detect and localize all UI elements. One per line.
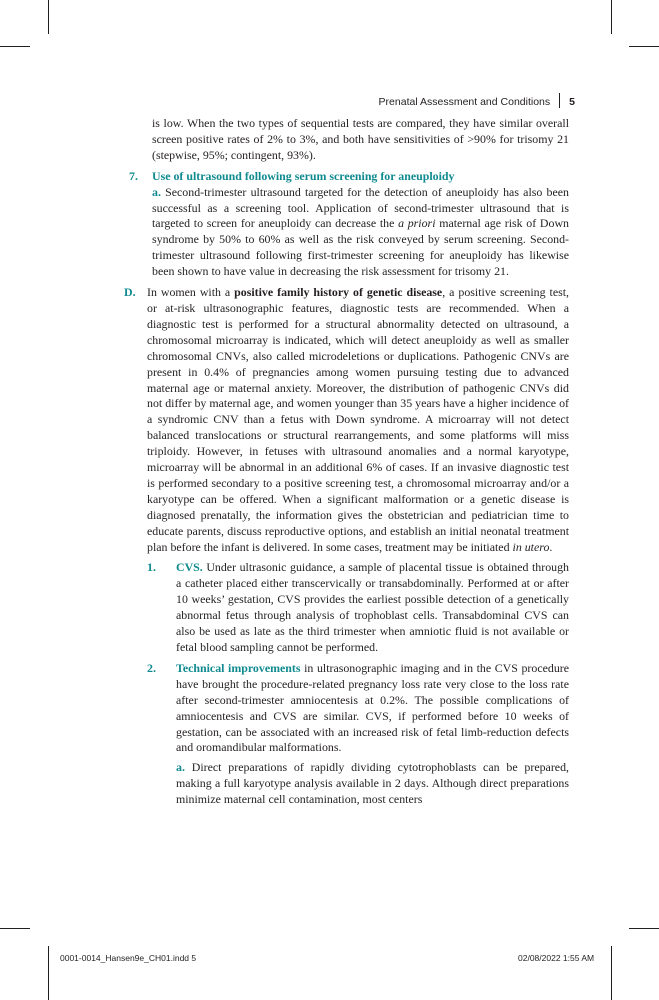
item-7-a-label: a. bbox=[152, 184, 161, 199]
intro-paragraph bbox=[138, 116, 569, 164]
header-separator bbox=[559, 93, 560, 108]
section-d-period: . bbox=[549, 539, 553, 554]
footer-timestamp: 02/08/2022 1:55 AM bbox=[518, 953, 595, 963]
item-2-subitem-a bbox=[176, 760, 569, 808]
running-header bbox=[0, 93, 575, 108]
item-2-a-text: Direct preparations of rapidly dividing cytotrophoblasts can be prepared, making a full karyotype analysis available in 2 days. Although direct preparations minimize maternal cell contamination, most centers bbox=[176, 760, 569, 807]
crop-mark-bottom-right-vertical bbox=[611, 946, 612, 1000]
list-item-7 bbox=[129, 168, 569, 280]
item-1-text: Under ultrasonic guidance, a sample of placental tissue is obtained through a catheter placed either transcervically or transabdominally. Performed at or after 10 weeks’ gestation, CVS provides the earliest possible detection of a genetically abnormal fetus through analysis of trophoblast cells. Transabdominal CVS can also be used as late as the third trimester when amniotic fluid is not available or fetal blood sampling cannot be performed. bbox=[176, 560, 569, 654]
section-d-text-2: , a positive screening test, or at-risk ultrasonographic features, diagnostic tests are recommended. When a diagnostic test is performed for a structural abnormality detected on ultrasound, a chromosomal microarray is indicated, which will detect aneuploidy as well as smaller chromosomal CNVs, also called microdeletions or duplications. Pathogenic CNVs are present in 0.4% of pregnancies among women pursuing testing due to advanced maternal age or maternal anxiety. Moreover, the distribution of pathogenic CNVs did not differ by maternal age, and women younger than 35 years have a higher incidence of a syndromic CNV than a fetus with Down syndrome. A microarray will not detect balanced translocations or structural rearrangements, and some platforms will miss triploidy. However, in fetuses with ultrasound anomalies and a normal karyotype, microarray will be abnormal in an additional 6% of cases. If an invasive diagnostic test is performed secondary to a positive screening test, a chromosomal microarray and/or a karyotype can be offered. When a significant malformation or a genetic disease is diagnosed prenatally, the information gives the obstetrician and pediatrician time to educate parents, discuss reproductive options, and establish an initial neonatal treatment plan before the infant is delivered. In some cases, treatment may be initiated bbox=[147, 285, 569, 554]
item-1-heading: CVS. bbox=[176, 560, 203, 575]
item-1-paragraph bbox=[176, 560, 569, 655]
item-2-heading: Technical improvements bbox=[176, 660, 301, 675]
item-7-a-text-1: Second-trimester ultrasound targeted for the detection of aneuploidy has also been successful as a screening tool. Application of second-trimester ultrasound that is targeted to screen for aneuploidy can decrease the bbox=[152, 184, 569, 231]
item-2-paragraph bbox=[176, 661, 569, 756]
crop-mark-bottom-right-horizontal bbox=[629, 928, 659, 929]
section-d-letter: D. bbox=[124, 285, 136, 300]
intro-text: is low. When the two types of sequential tests are compared, they have similar overall screen positive rates of 2% to 3%, and both have sensitivities of >90% for trisomy 21 (stepwise, 95%; contingent, 93%). bbox=[152, 116, 569, 162]
crop-mark-bottom-left-vertical bbox=[48, 946, 49, 1000]
section-d-paragraph bbox=[147, 285, 569, 555]
item-7-a-italic: a priori bbox=[398, 216, 436, 231]
page-body bbox=[124, 116, 569, 808]
crop-mark-top-left-horizontal bbox=[0, 46, 30, 47]
page-number: 5 bbox=[569, 96, 575, 108]
item-7-number: 7. bbox=[129, 168, 138, 183]
item-7-subitem-a bbox=[152, 185, 569, 280]
crop-mark-bottom-left-horizontal bbox=[0, 928, 30, 929]
list-item-2 bbox=[147, 661, 569, 808]
item-2-a-label: a. bbox=[176, 760, 185, 775]
list-item-1 bbox=[147, 560, 569, 655]
item-7-heading: Use of ultrasound following serum screening for aneuploidy bbox=[152, 168, 455, 183]
section-d-text-1: In women with a bbox=[147, 285, 231, 300]
item-2-number: 2. bbox=[147, 660, 156, 675]
crop-mark-top-right-vertical bbox=[611, 0, 612, 34]
crop-mark-top-left-vertical bbox=[48, 0, 49, 34]
section-d-bold: positive family history of genetic disease bbox=[234, 285, 443, 300]
item-1-number: 1. bbox=[147, 560, 156, 575]
item-2-text: in ultrasonographic imaging and in the CVS procedure have brought the procedure-related pregnancy loss rate very close to the loss rate after second-trimester amniocentesis at 0.2%. The possible complications of amniocentesis and CVS are similar. CVS, if performed before 10 weeks of gestation, can be associated with an increased risk of fetal limb-reduction defects and oromandibular malformations. bbox=[176, 660, 569, 755]
footer-file-name: 0001-0014_Hansen9e_CH01.indd 5 bbox=[60, 953, 197, 963]
section-d bbox=[124, 285, 569, 808]
section-d-italic: in utero bbox=[512, 539, 550, 554]
running-title: Prenatal Assessment and Conditions bbox=[378, 96, 551, 108]
crop-mark-top-right-horizontal bbox=[629, 46, 659, 47]
item-7-a-text-2: maternal age risk of Down syndrome by 50% to 60% as well as the risk conveyed by serum screening. Second-trimester ultrasound following first-trimester screening for aneuploidy has likewise been shown to have value in decreasing the risk assessment for trisomy 21. bbox=[152, 216, 569, 279]
